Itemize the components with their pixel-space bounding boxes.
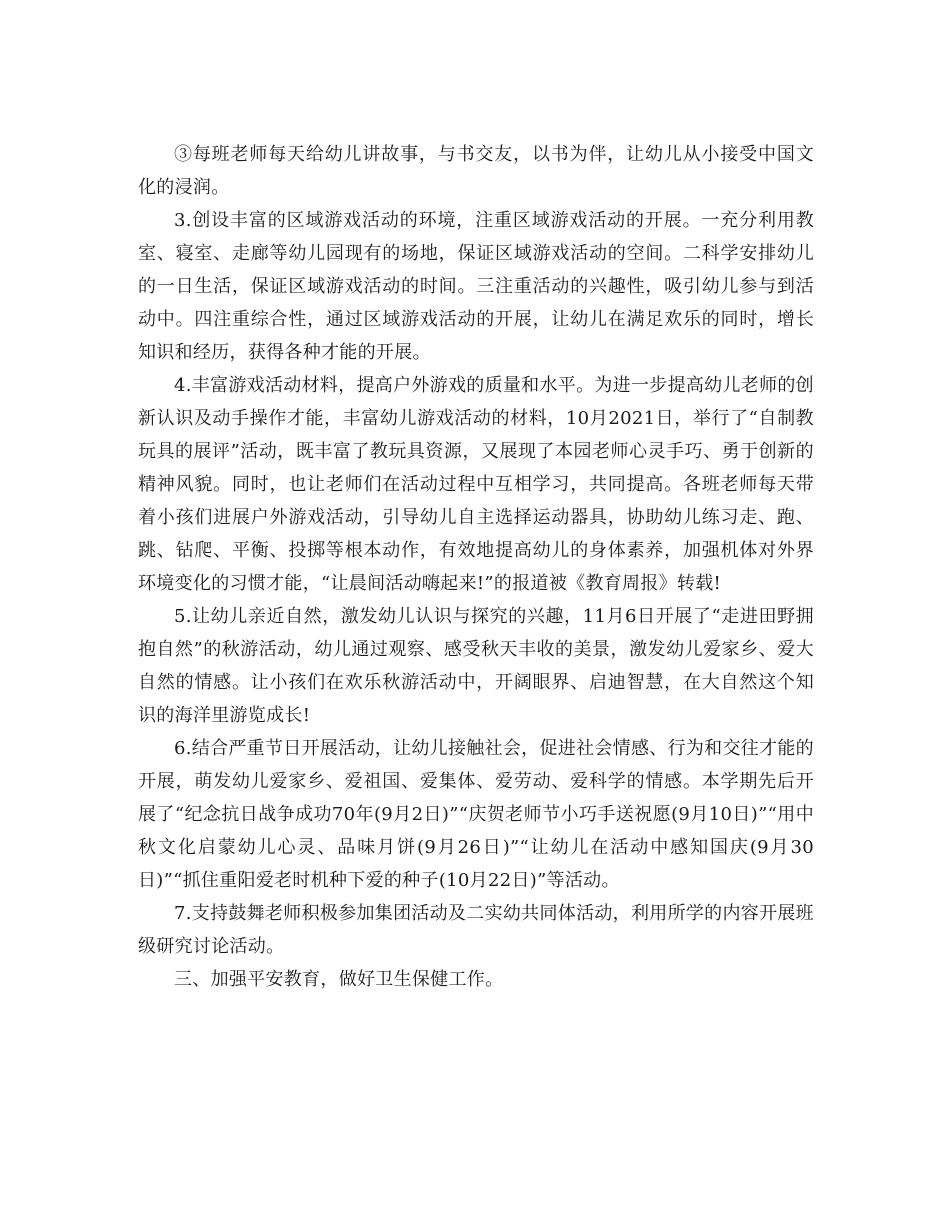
paragraph-game-materials: 4.丰富游戏活动材料，提高户外游戏的质量和水平。为进一步提高幼儿老师的创新认识及动手操作才能，丰富幼儿游戏活动的材料，10月2021日，举行了“自制教玩具的展评”活动，既丰富了教玩具资源，又展现了本园老师心灵手巧、勇于创新的精神风貌。同时，也让老师们在活动过程中互相学习，共同提高。各班老师每天带着小孩们进展户外游戏活动，引导幼儿自主选择运动器具，协助幼儿练习走、跑、跳、钻爬、平衡、投掷等根本动作，有效地提高幼儿的身体素养，加强机体对外界环境变化的习惯才能，“让晨间活动嗨起来!”的报道被《教育周报》转载!: [138, 375, 814, 594]
paragraph-teacher-research: 7.支持鼓舞老师积极参加集团活动及二实幼共同体活动，利用所学的内容开展班级研究讨论活动。: [138, 903, 814, 957]
section-heading-safety: 三、加强平安教育，做好卫生保健工作。: [174, 969, 504, 990]
paragraph-festival-activities: 6.结合严重节日开展活动，让幼儿接触社会，促进社会情感、行为和交往才能的开展，萌发幼儿爱家乡、爱祖国、爱集体、爱劳动、爱科学的情感。本学期先后开展了“纪念抗日战争成功70年(9月2日)”“庆贺老师节小巧手送祝愿(9月10日)”“用中秋文化启蒙幼儿心灵、品味月饼(9月26日)”“让幼儿在活动中感知国庆(9月30日)”“抓住重阳爱老时机种下爱的种子(10月22日)”等活动。: [138, 738, 814, 891]
document-body: [138, 138, 814, 996]
paragraph-nature-outing: 5.让幼儿亲近自然，激发幼儿认识与探究的兴趣，11月6日开展了“走进田野拥抱自然”的秋游活动，幼儿通过观察、感受秋天丰收的美景，激发幼儿爱家乡、爱大自然的情感。让小孩们在欢乐秋游活动中，开阔眼界、启迪智慧，在大自然这个知识的海洋里游览成长!: [138, 606, 814, 726]
paragraph-area-games: 3.创设丰富的区域游戏活动的环境，注重区域游戏活动的开展。一充分利用教室、寝室、走廊等幼儿园现有的场地，保证区域游戏活动的空间。二科学安排幼儿的一日生活，保证区域游戏活动的时间。三注重活动的兴趣性，吸引幼儿参与到活动中。四注重综合性，通过区域游戏活动的开展，让幼儿在满足欢乐的同时，增长知识和经历，获得各种才能的开展。: [138, 210, 814, 363]
paragraph-story-reading: ③每班老师每天给幼儿讲故事，与书交友，以书为伴，让幼儿从小接受中国文化的浸润。: [138, 144, 814, 198]
